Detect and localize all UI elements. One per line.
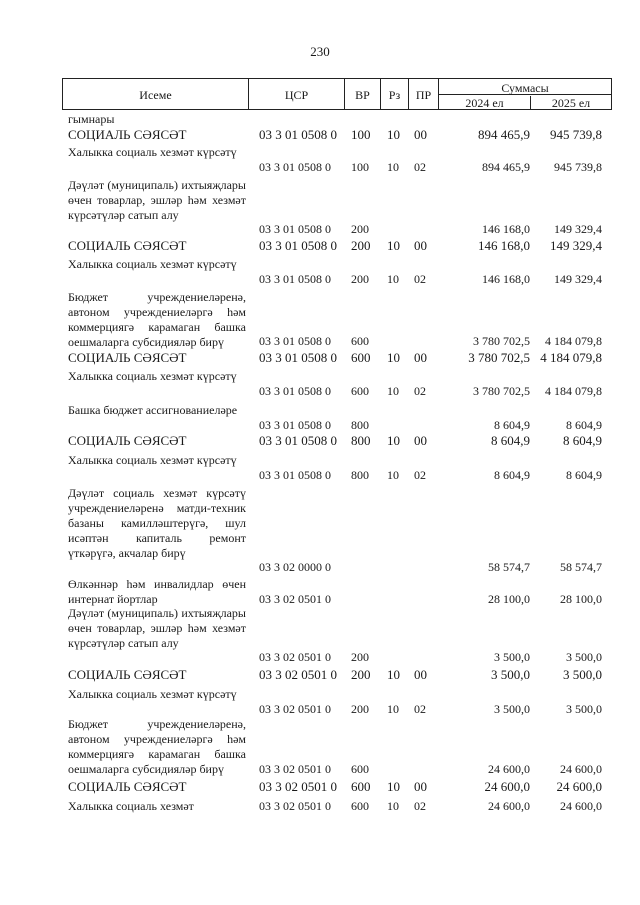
row-name: Халыкка социаль хезмәт күрсәтү [68, 369, 237, 383]
row-pr: 00 [414, 667, 427, 682]
row-sum-2025: 149 329,4 [554, 222, 602, 236]
row-pr: 00 [414, 433, 427, 448]
row-name: СОЦИАЛЬ СӘЯСӘТ [68, 350, 187, 365]
row-name: СОЦИАЛЬ СӘЯСӘТ [68, 779, 187, 794]
row-sum-2025: 149 329,4 [550, 238, 602, 253]
row-sum-2025: 945 739,8 [550, 127, 602, 142]
row-csr: 03 3 02 0501 0 [259, 667, 337, 682]
row-vr: 200 [351, 702, 369, 716]
row-sum-2024: 24 600,0 [484, 779, 530, 794]
row-rz: 10 [387, 799, 399, 813]
row-sum-2024: 58 574,7 [488, 560, 530, 574]
row-vr: 200 [351, 272, 369, 286]
row-pr: 02 [414, 799, 426, 813]
header-csr: ЦСР [284, 88, 309, 102]
header-rz: Рз [388, 88, 401, 102]
row-vr: 800 [351, 433, 371, 448]
row-name: СОЦИАЛЬ СӘЯСӘТ [68, 127, 187, 142]
row-sum-2025: 4 184 079,8 [540, 350, 602, 365]
row-name: СОЦИАЛЬ СӘЯСӘТ [68, 667, 187, 682]
row-csr: 03 3 01 0508 0 [259, 272, 331, 286]
row-csr: 03 3 02 0501 0 [259, 762, 331, 776]
row-sum-2025: 8 604,9 [566, 468, 602, 482]
row-csr: 03 3 01 0508 0 [259, 418, 331, 432]
row-pr: 00 [414, 779, 427, 794]
row-sum-2024: 894 465,9 [482, 160, 530, 174]
row-pr: 00 [414, 350, 427, 365]
row-sum-2024: 146 168,0 [478, 238, 530, 253]
row-csr: 03 3 01 0508 0 [259, 350, 337, 365]
row-rz: 10 [387, 350, 400, 365]
row-sum-2024: 3 780 702,5 [473, 334, 530, 348]
row-sum-2024: 146 168,0 [482, 222, 530, 236]
row-sum-2025: 149 329,4 [554, 272, 602, 286]
row-sum-2025: 945 739,8 [554, 160, 602, 174]
row-sum-2024: 3 780 702,5 [468, 350, 530, 365]
row-sum-2025: 24 600,0 [560, 799, 602, 813]
row-pr: 02 [414, 272, 426, 286]
row-sum-2025: 8 604,9 [563, 433, 602, 448]
row-name: Дәүләт социаль хезмәт күрсәтү учреждениеләренә матди-техник базаны камилләштерүгә, шул исәптән капиталь ремонт үткәрүгә, акчалар бирү [68, 486, 246, 560]
row-name: Халыкка социаль хезмәт күрсәтү [68, 453, 237, 467]
row-rz: 10 [387, 272, 399, 286]
row-name: Халыкка социаль хезмәт күрсәтү [68, 257, 237, 271]
header-vr: ВР [355, 88, 370, 102]
row-sum-2025: 28 100,0 [560, 592, 602, 606]
row-sum-2025: 24 600,0 [560, 762, 602, 776]
row-csr: 03 3 01 0508 0 [259, 468, 331, 482]
row-csr: 03 3 02 0501 0 [259, 592, 331, 606]
row-vr: 100 [351, 160, 369, 174]
row-sum-2024: 3 500,0 [491, 667, 530, 682]
row-vr: 600 [351, 799, 369, 813]
row-name: Өлкәннәр һәм инвалидлар өчен интернат йортлар [68, 577, 246, 606]
row-rz: 10 [387, 160, 399, 174]
row-sum-2024: 28 100,0 [488, 592, 530, 606]
row-sum-2024: 8 604,9 [494, 468, 530, 482]
row-name: гымнары [68, 112, 115, 126]
row-csr: 03 3 01 0508 0 [259, 222, 331, 236]
row-sum-2024: 3 500,0 [494, 702, 530, 716]
row-sum-2025: 4 184 079,8 [545, 384, 602, 398]
row-sum-2025: 4 184 079,8 [545, 334, 602, 348]
row-sum-2025: 58 574,7 [560, 560, 602, 574]
row-name: Бюджет учреждениеләренә, автоном учреждениеләргә һәм коммерциягә карамаган башка оешмаларга субсидияләр бирү [68, 290, 246, 349]
row-vr: 600 [351, 762, 369, 776]
row-pr: 02 [414, 160, 426, 174]
header-name: Исеме [139, 88, 172, 102]
row-pr: 00 [414, 238, 427, 253]
header-pr: ПР [415, 88, 432, 102]
row-csr: 03 3 02 0501 0 [259, 650, 331, 664]
header-year-2024: 2024 ел [439, 96, 531, 110]
row-csr: 03 3 01 0508 0 [259, 127, 337, 142]
row-sum-2024: 24 600,0 [488, 762, 530, 776]
row-sum-2024: 8 604,9 [494, 418, 530, 432]
row-rz: 10 [387, 779, 400, 794]
row-name: СОЦИАЛЬ СӘЯСӘТ [68, 433, 187, 448]
row-sum-2025: 3 500,0 [563, 667, 602, 682]
row-vr: 200 [351, 238, 371, 253]
row-csr: 03 3 01 0508 0 [259, 433, 337, 448]
row-csr: 03 3 01 0508 0 [259, 334, 331, 348]
row-name: Дәүләт (муниципаль) ихтыяҗлары өчен товарлар, эшләр һәм хезмәт күрсәтүләр сатып алу [68, 606, 246, 650]
row-name: Халыкка социаль хезмәт [68, 799, 194, 813]
page-number: 230 [310, 44, 330, 59]
row-vr: 600 [351, 384, 369, 398]
row-csr: 03 3 02 0501 0 [259, 799, 331, 813]
row-name: Башка бюджет ассигнованиеләре [68, 403, 238, 417]
row-rz: 10 [387, 468, 399, 482]
row-sum-2025: 3 500,0 [566, 702, 602, 716]
row-csr: 03 3 02 0501 0 [259, 779, 337, 794]
row-sum-2024: 8 604,9 [491, 433, 530, 448]
row-name: СОЦИАЛЬ СӘЯСӘТ [68, 238, 187, 253]
row-name: Дәүләт (муниципаль) ихтыяҗлары өчен товарлар, эшләр һәм хезмәт күрсәтүләр сатып алу [68, 178, 246, 222]
row-rz: 10 [387, 667, 400, 682]
row-vr: 600 [351, 350, 371, 365]
row-vr: 200 [351, 222, 369, 236]
row-vr: 100 [351, 127, 371, 142]
row-vr: 600 [351, 779, 371, 794]
row-name: Бюджет учреждениеләренә, автоном учреждениеләргә һәм коммерциягә карамаган башка оешмаларга субсидияләр бирү [68, 717, 246, 776]
row-pr: 02 [414, 702, 426, 716]
row-rz: 10 [387, 433, 400, 448]
row-sum-2024: 3 780 702,5 [473, 384, 530, 398]
row-sum-2024: 146 168,0 [482, 272, 530, 286]
header-year-2025: 2025 ел [551, 96, 591, 110]
row-pr: 00 [414, 127, 427, 142]
row-csr: 03 3 02 0501 0 [259, 702, 331, 716]
row-sum-2025: 8 604,9 [566, 418, 602, 432]
row-rz: 10 [387, 238, 400, 253]
row-rz: 10 [387, 384, 399, 398]
row-csr: 03 3 01 0508 0 [259, 160, 331, 174]
row-vr: 600 [351, 334, 369, 348]
header-sums: Суммасы [501, 81, 549, 95]
row-csr: 03 3 01 0508 0 [259, 384, 331, 398]
row-vr: 800 [351, 468, 369, 482]
row-sum-2025: 3 500,0 [566, 650, 602, 664]
row-name: Халыкка социаль хезмәт күрсәтү [68, 687, 237, 701]
row-csr: 03 3 02 0000 0 [259, 560, 331, 574]
row-vr: 200 [351, 667, 371, 682]
row-rz: 10 [387, 702, 399, 716]
row-vr: 800 [351, 418, 369, 432]
row-csr: 03 3 01 0508 0 [259, 238, 337, 253]
row-sum-2024: 3 500,0 [494, 650, 530, 664]
row-vr: 200 [351, 650, 369, 664]
row-sum-2025: 24 600,0 [556, 779, 602, 794]
row-pr: 02 [414, 468, 426, 482]
row-sum-2024: 24 600,0 [488, 799, 530, 813]
row-pr: 02 [414, 384, 426, 398]
row-name: Халыкка социаль хезмәт күрсәтү [68, 145, 237, 159]
row-rz: 10 [387, 127, 400, 142]
row-sum-2024: 894 465,9 [478, 127, 530, 142]
